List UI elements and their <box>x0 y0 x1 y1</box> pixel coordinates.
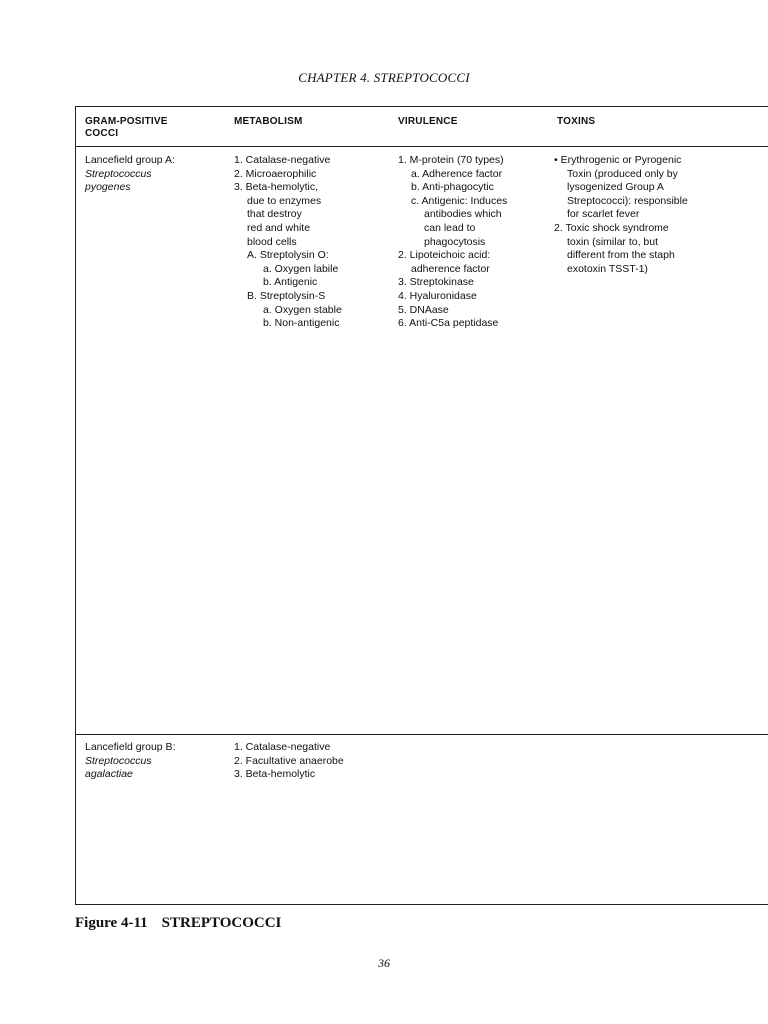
column-header-gram-positive-cocci <box>85 116 168 140</box>
cell-metabolism-group-a <box>234 154 342 331</box>
figure-caption <box>75 915 281 932</box>
cell-line: a. Oxygen labile <box>263 262 339 275</box>
page-number: 36 <box>378 956 390 970</box>
cell-line: can lead to <box>424 221 476 234</box>
cell-line: 3. Beta-hemolytic, <box>234 181 319 194</box>
figure-number: Figure 4-11 <box>75 915 148 931</box>
cell-virulence-group-a <box>398 154 507 331</box>
cell-line: lysogenized Group A <box>567 181 664 194</box>
chapter-header: CHAPTER 4. STREPTOCOCCI <box>298 70 470 85</box>
cell-line: B. Streptolysin-S <box>247 289 326 302</box>
cell-line: red and white <box>247 221 311 234</box>
streptococci-table <box>75 106 768 905</box>
cell-line: Streptococcus <box>85 167 152 180</box>
cell-line: 5. DNAase <box>398 303 449 316</box>
cell-line: 1. M-protein (70 types) <box>398 154 504 166</box>
table-row-divider <box>76 734 768 735</box>
cell-line: due to enzymes <box>247 194 322 207</box>
cell-line: Streptococcus <box>85 754 152 767</box>
cell-toxins-group-a <box>554 154 688 276</box>
cell-cocci-group-a <box>85 154 175 195</box>
cell-cocci-group-b <box>85 741 175 782</box>
cell-line: Lancefield group A: <box>85 154 175 166</box>
cell-line: phagocytosis <box>424 235 486 248</box>
cell-line: 1. Catalase-negative <box>234 741 331 753</box>
cell-line: 2. Lipoteichoic acid: <box>398 249 491 262</box>
cell-line: a. Adherence factor <box>411 167 503 180</box>
cell-line: Lancefield group B: <box>85 741 176 753</box>
table-header-row <box>76 107 768 147</box>
cell-line: different from the staph <box>567 249 675 262</box>
cell-metabolism-group-b <box>234 741 344 782</box>
column-header-line: COCCI <box>85 128 119 139</box>
cell-line: a. Oxygen stable <box>263 303 342 316</box>
column-header-virulence: VIRULENCE <box>398 116 458 127</box>
cell-line: b. Non-antigenic <box>263 317 340 330</box>
cell-line: pyogenes <box>85 181 131 194</box>
cell-line: b. Antigenic <box>263 276 318 289</box>
cell-line: 2. Toxic shock syndrome <box>554 221 669 234</box>
cell-line: Toxin (produced only by <box>567 167 678 180</box>
cell-line: 6. Anti-C5a peptidase <box>398 317 499 330</box>
figure-title: STREPTOCOCCI <box>161 915 282 931</box>
cell-line: agalactiae <box>85 768 133 781</box>
cell-line: 1. Catalase-negative <box>234 154 331 166</box>
column-header-line: GRAM-POSITIVE <box>85 116 168 127</box>
cell-line: A. Streptolysin O: <box>247 249 329 262</box>
cell-line: exotoxin TSST-1) <box>567 262 648 275</box>
cell-line: for scarlet fever <box>567 208 640 221</box>
cell-line: 3. Beta-hemolytic <box>234 768 316 781</box>
cell-line: 3. Streptokinase <box>398 276 474 289</box>
cell-line: that destroy <box>247 208 302 221</box>
cell-line: Streptococci): responsible <box>567 194 688 207</box>
column-header-toxins: TOXINS <box>557 116 596 127</box>
cell-line: blood cells <box>247 235 297 248</box>
cell-line: 2. Facultative anaerobe <box>234 754 344 767</box>
cell-line: adherence factor <box>411 262 490 275</box>
cell-line: toxin (similar to, but <box>567 235 659 248</box>
cell-line: • Erythrogenic or Pyrogenic <box>554 154 682 166</box>
cell-line: antibodies which <box>424 208 502 221</box>
column-header-metabolism: METABOLISM <box>234 116 303 127</box>
cell-line: 2. Microaerophilic <box>234 167 317 180</box>
cell-line: b. Anti-phagocytic <box>411 181 494 194</box>
cell-line: 4. Hyaluronidase <box>398 289 477 302</box>
cell-line: c. Antigenic: Induces <box>411 194 508 207</box>
